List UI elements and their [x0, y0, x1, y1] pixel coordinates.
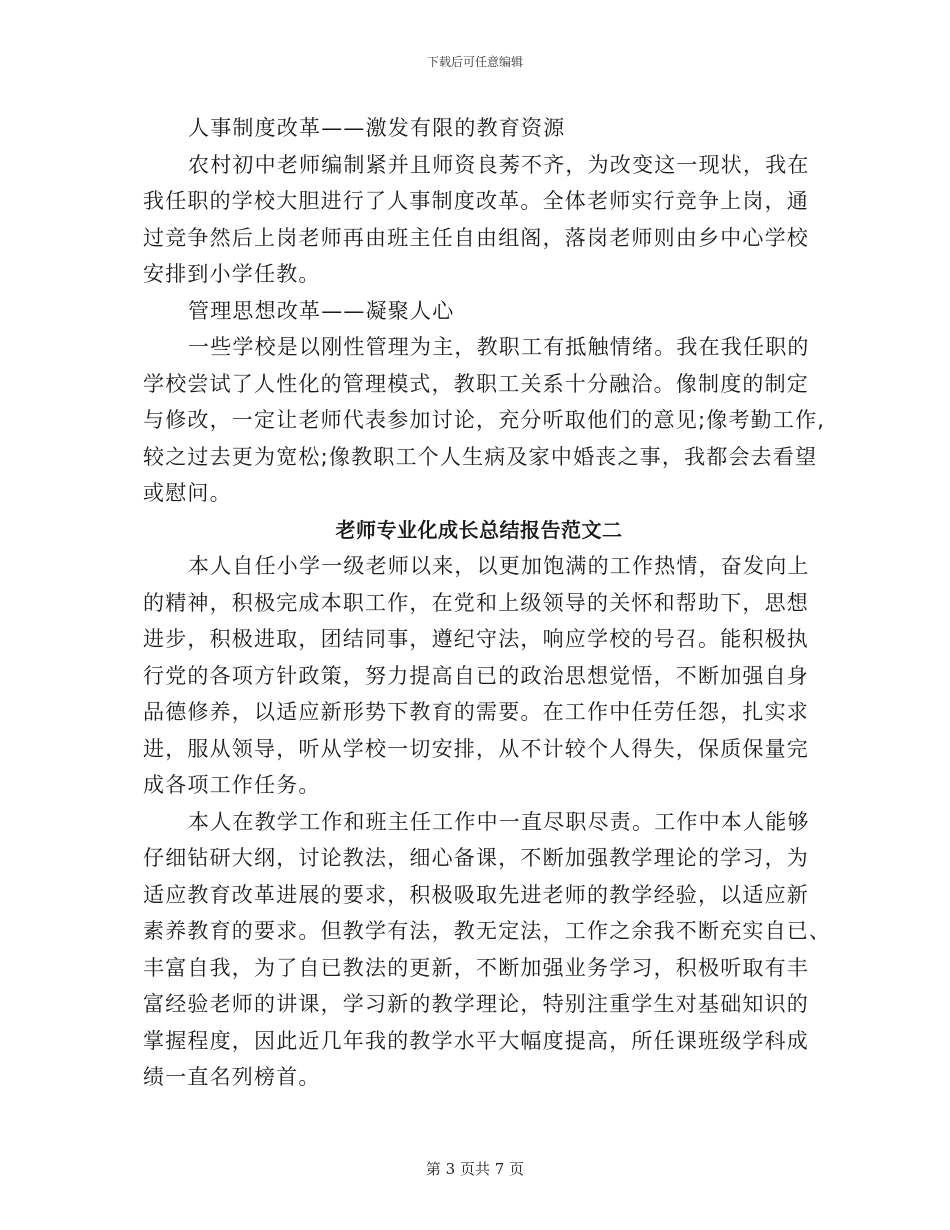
page-footer: 第 3 页共 7 页 — [425, 1160, 525, 1178]
section-heading: 老师专业化成长总结报告范文二 — [335, 517, 623, 542]
text-line: 富经验老师的讲课，学习新的教学理论，特别注重学生对基础知识的 — [143, 992, 809, 1016]
text-line: 或慰问。 — [143, 481, 232, 505]
text-line: 丰富自我，为了自已教法的更新，不断加强业务学习，积极听取有丰 — [143, 955, 809, 980]
text-line: 仔细钻研大纲，讨论教法，细心备课，不断加强教学理论的学习，为 — [143, 846, 809, 870]
text-line: 管理思想改革——凝聚人心 — [188, 298, 455, 323]
text-line: 掌握程度，因此近几年我的教学水平大幅度提高，所任课班级学科成 — [143, 1028, 809, 1053]
text-line: 农村初中老师编制紧并且师资良莠不齐，为改变这一现状，我在 — [188, 152, 810, 177]
text-line: 绩一直名列榜首。 — [143, 1065, 321, 1089]
page-header: 下载后可任意编辑 — [426, 55, 523, 69]
text-line: 适应教育改革进展的要求，积极吸取先进老师的教学经验，以适应新 — [143, 882, 809, 907]
text-line: 成各项工作任务。 — [143, 773, 321, 797]
text-line: 本人在教学工作和班主任工作中一直尽职尽责。工作中本人能够 — [188, 809, 810, 834]
text-line: 与修改，一定让老师代表参加讨论，充分听取他们的意见;像考勤工作, — [143, 408, 826, 432]
text-line: 素养教育的要求。但教学有法，教无定法，工作之余我不断充实自已、 — [143, 919, 832, 943]
document-body — [143, 110, 832, 1096]
text-line: 学校尝试了人性化的管理模式，教职工关系十分融洽。像制度的制定 — [143, 371, 809, 396]
text-line: 进步，积极进取，团结同事，遵纪守法，响应学校的号召。能积极执 — [143, 627, 809, 651]
text-line: 一些学校是以刚性管理为主，教职工有抵触情绪。我在我任职的 — [188, 335, 810, 359]
text-line: 行党的各项方针政策，努力提高自已的政治思想觉悟，不断加强自身 — [143, 663, 809, 688]
text-line: 我任职的学校大胆进行了人事制度改革。全体老师实行竞争上岗，通 — [143, 189, 809, 213]
text-line: 本人自任小学一级老师以来，以更加饱满的工作热情，奋发向上 — [188, 554, 810, 578]
text-line: 较之过去更为宽松;像教职工个人生病及家中婚丧之事，我都会去看望 — [143, 444, 818, 469]
text-line: 过竞争然后上岗老师再由班主任自由组阁，落岗老师则由乡中心学校 — [143, 225, 809, 250]
text-line: 品德修养，以适应新形势下教育的需要。在工作中任劳任怨，扎实求 — [143, 700, 809, 724]
text-line: 人事制度改革——激发有限的教育资源 — [188, 116, 566, 140]
text-line: 安排到小学任教。 — [143, 262, 321, 286]
text-line: 进，服从领导，听从学校一切安排，从不计较个人得失，保质保量完 — [143, 736, 809, 761]
text-line: 的精神，积极完成本职工作，在党和上级领导的关怀和帮助下，思想 — [143, 590, 809, 615]
